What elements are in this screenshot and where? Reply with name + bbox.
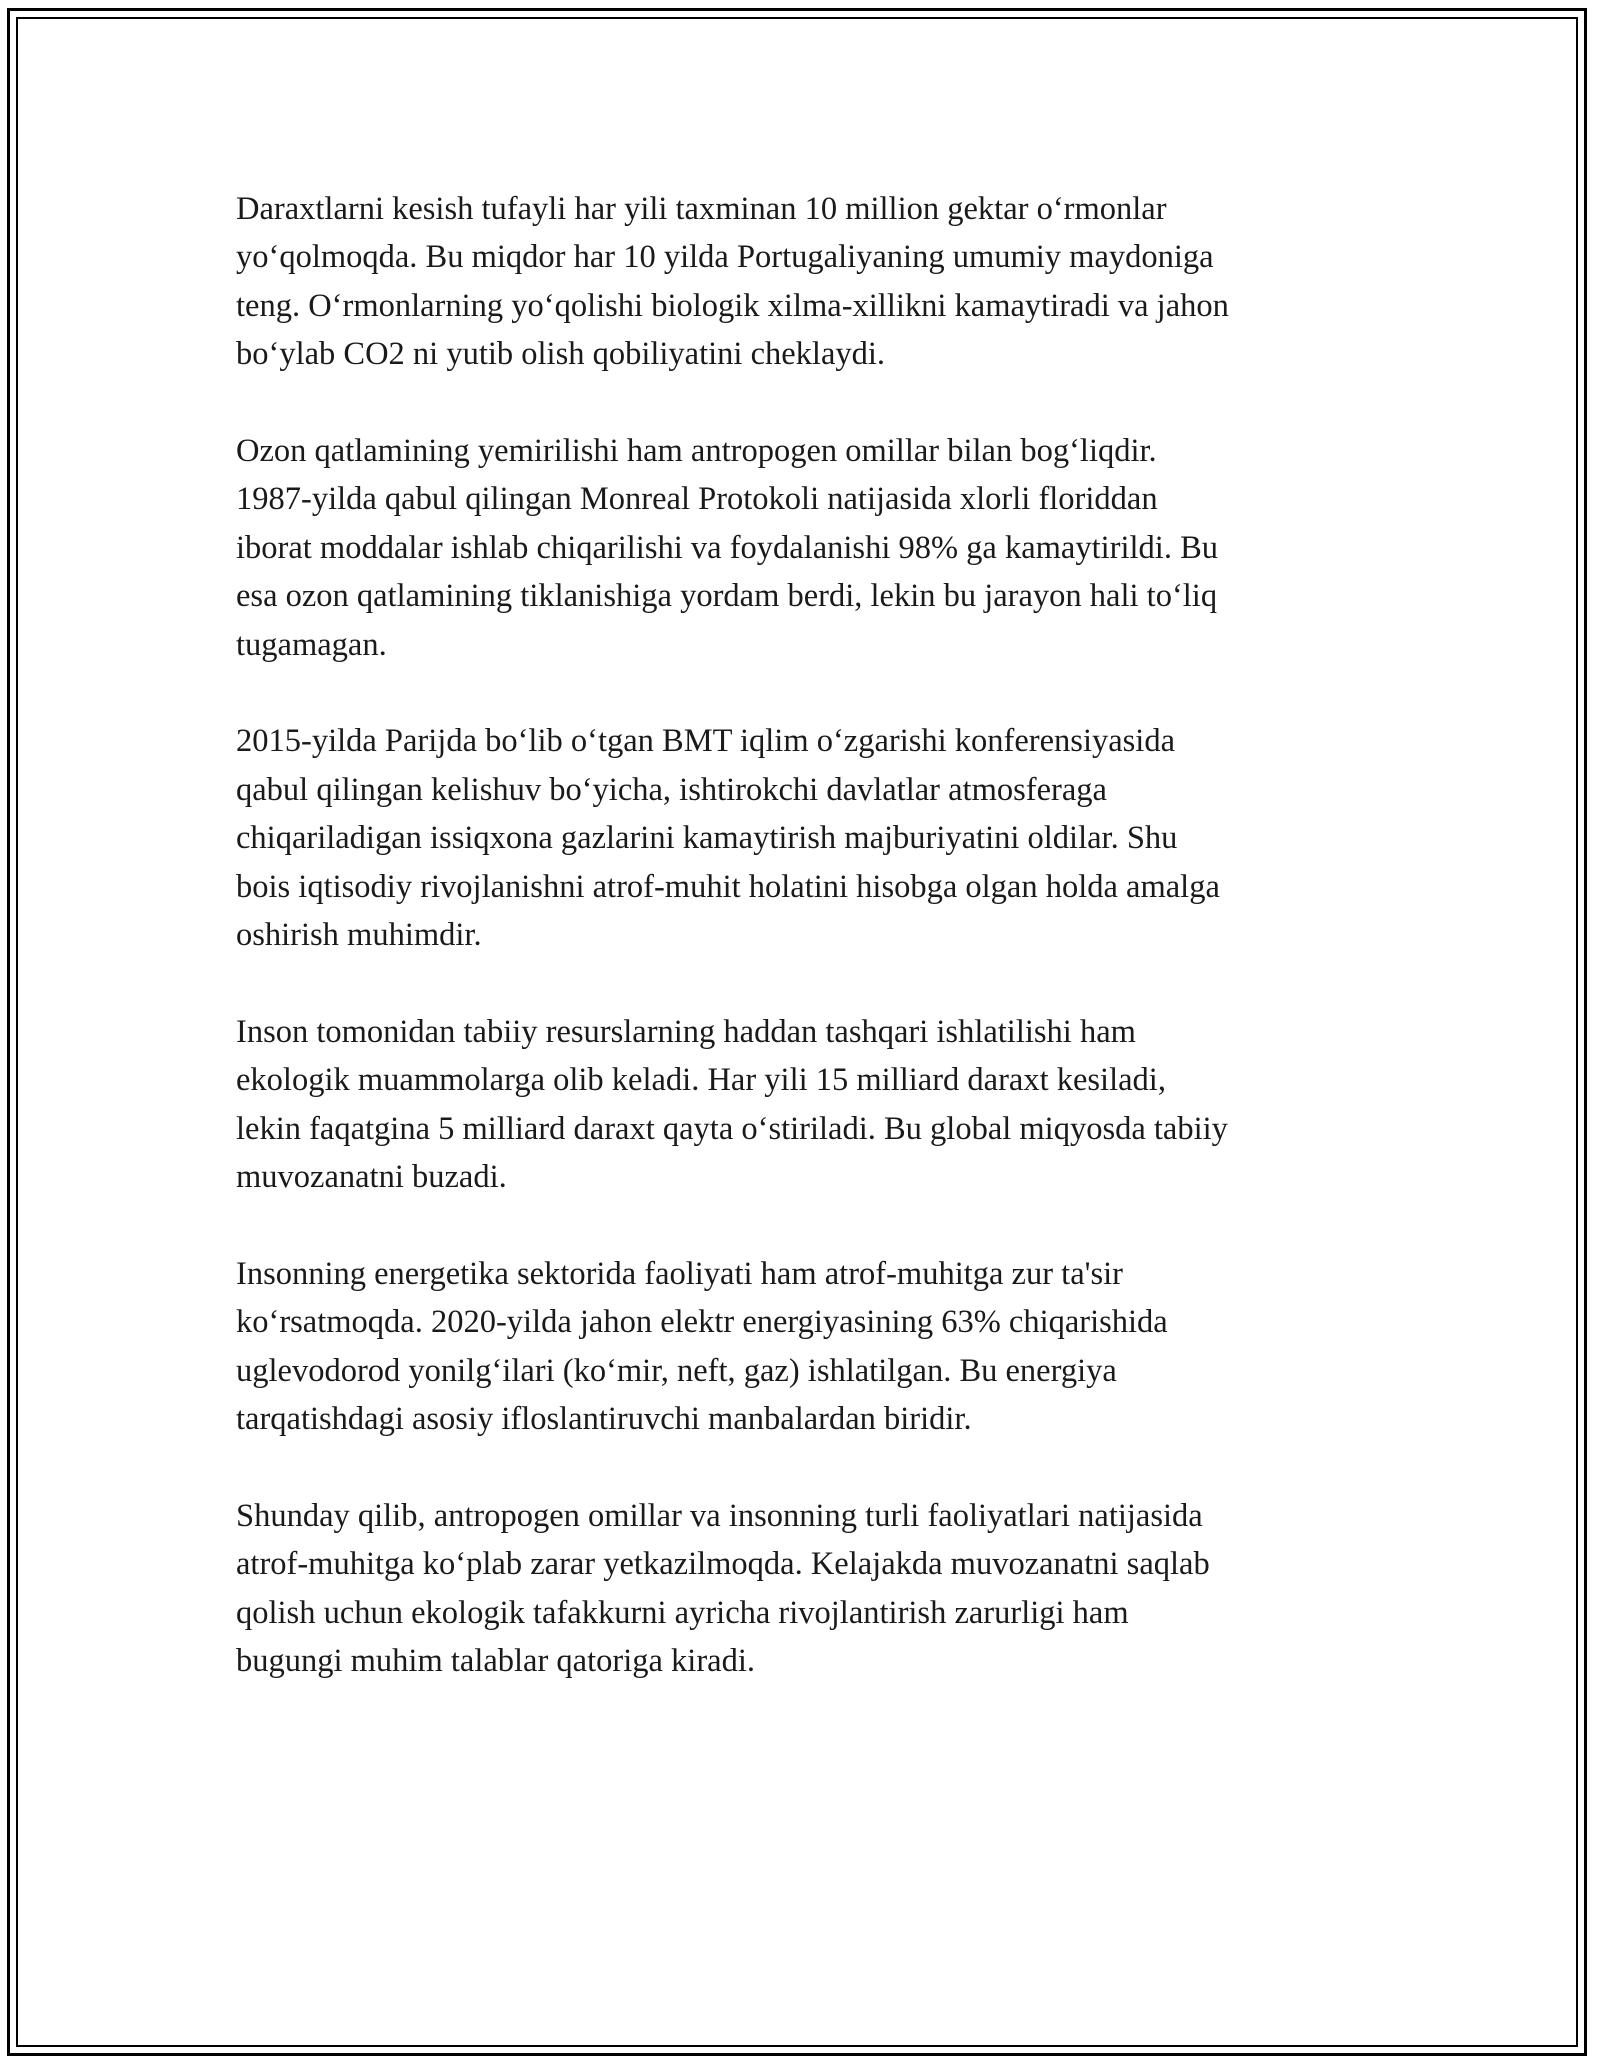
- paragraph-line: Shunday qilib, antropogen omillar va insonning turli faoliyatlari natijasida: [236, 1497, 1203, 1534]
- paragraph-line: ko‘rsatmoqda. 2020-yilda jahon elektr energiyasining 63% chiqarishida: [236, 1304, 1168, 1341]
- paragraph-line: chiqariladigan issiqxona gazlarini kamaytirish majburiyatini oldilar. Shu: [236, 820, 1178, 857]
- paragraph-line: Daraxtlarni kesish tufayli har yili taxminan 10 million gektar o‘rmonlar: [236, 191, 1167, 227]
- paragraph-natural-resources: [236, 1008, 1376, 1202]
- paragraph-line: 2015-yilda Parijda bo‘lib o‘tgan BMT iqlim o‘zgarishi konferensiyasida: [236, 723, 1176, 760]
- paragraph-line: bo‘ylab CO2 ni yutib olish qobiliyatini cheklaydi.: [236, 336, 886, 373]
- paragraph-line: teng. O‘rmonlarning yo‘qolishi biologik xilma-xillikni kamaytiradi va jahon: [236, 287, 1229, 324]
- paragraph-line: tugamagan.: [236, 626, 387, 663]
- paragraph-line: bugungi muhim talablar qatoriga kiradi.: [236, 1643, 755, 1680]
- paragraph-paris-agreement: [236, 717, 1376, 959]
- document-body: [236, 185, 1376, 1734]
- paragraph-conclusion: [236, 1492, 1376, 1686]
- paragraph-line: tarqatishdagi asosiy ifloslantiruvchi manbalardan biridir.: [236, 1401, 972, 1438]
- paragraph-line: iborat moddalar ishlab chiqarilishi va foydalanishi 98% ga kamaytirildi. Bu: [236, 529, 1218, 566]
- paragraph-line: qabul qilingan kelishuv bo‘yicha, ishtirokchi davlatlar atmosferaga: [236, 771, 1107, 808]
- paragraph-line: qolish uchun ekologik tafakkurni ayricha rivojlantirish zarurligi ham: [236, 1594, 1129, 1631]
- paragraph-line: Inson tomonidan tabiiy resurslarning haddan tashqari ishlatilishi ham: [236, 1013, 1136, 1050]
- paragraph-line: atrof-muhitga ko‘plab zarar yetkazilmoqda. Kelajakda muvozanatni saqlab: [236, 1546, 1210, 1583]
- paragraph-line: bois iqtisodiy rivojlanishni atrof-muhit holatini hisobga olgan holda amalga: [236, 868, 1220, 905]
- paragraph-line: oshirish muhimdir.: [236, 917, 482, 954]
- paragraph-ozone-layer: [236, 427, 1376, 669]
- paragraph-line: 1987-yilda qabul qilingan Monreal Protokoli natijasida xlorli floriddan: [236, 481, 1158, 518]
- paragraph-line: ekologik muammolarga olib keladi. Har yili 15 milliard daraxt kesiladi,: [236, 1062, 1166, 1099]
- paragraph-deforestation: [236, 185, 1376, 379]
- paragraph-line: Ozon qatlamining yemirilishi ham antropogen omillar bilan bog‘liqdir.: [236, 433, 1157, 470]
- paragraph-line: uglevodorod yonilg‘ilari (ko‘mir, neft, gaz) ishlatilgan. Bu energiya: [236, 1352, 1117, 1389]
- paragraph-energy-sector: [236, 1250, 1376, 1444]
- paragraph-line: muvozanatni buzadi.: [236, 1159, 507, 1196]
- paragraph-line: yo‘qolmoqda. Bu miqdor har 10 yilda Portugaliyaning umumiy maydoniga: [236, 239, 1214, 276]
- paragraph-line: esa ozon qatlamining tiklanishiga yordam berdi, lekin bu jarayon hali to‘liq: [236, 578, 1218, 615]
- paragraph-line: Insonning energetika sektorida faoliyati ham atrof-muhitga zur ta'sir: [236, 1255, 1123, 1292]
- paragraph-line: lekin faqatgina 5 milliard daraxt qayta o‘stiriladi. Bu global miqyosda tabiiy: [236, 1110, 1228, 1147]
